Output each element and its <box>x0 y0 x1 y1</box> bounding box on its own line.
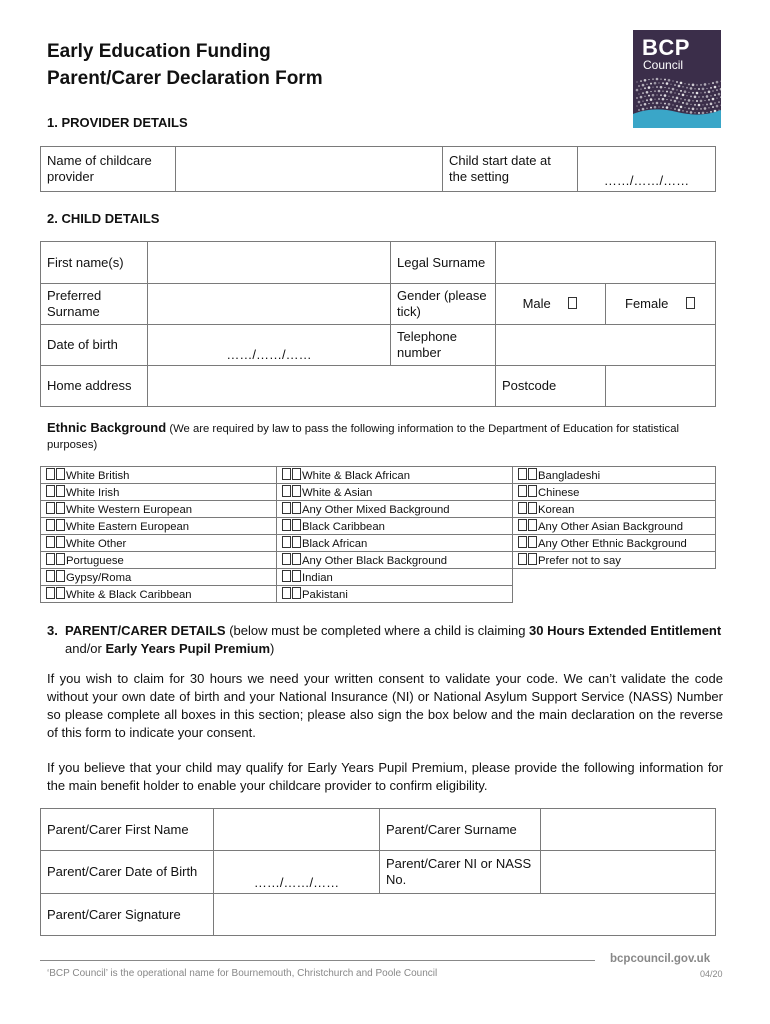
parent-section-number: 3. <box>47 623 58 638</box>
ethnic-checkbox-alt <box>56 519 65 531</box>
parent-first-name-label: Parent/Carer First Name <box>41 809 214 851</box>
ethnic-option[interactable] <box>277 501 513 518</box>
ethnic-checkbox-alt <box>56 553 65 565</box>
ethnic-checkbox[interactable] <box>282 502 291 514</box>
ethnic-option[interactable] <box>513 501 716 518</box>
ethnic-option-label: Any Other Mixed Background <box>302 503 450 516</box>
ethnic-empty-cell <box>513 586 716 603</box>
parent-surname-field[interactable] <box>541 809 716 851</box>
ethnic-option-label: Any Other Asian Background <box>538 520 684 533</box>
ethnic-checkbox[interactable] <box>46 519 55 531</box>
preferred-surname-field[interactable] <box>148 284 391 325</box>
dob-label: Date of birth <box>41 325 148 366</box>
parent-heading-and: and/or <box>65 641 106 656</box>
parent-details-table <box>40 808 716 936</box>
ethnic-option-label: White Irish <box>66 486 120 499</box>
ethnic-checkbox-alt <box>528 519 537 531</box>
child-details-table <box>40 241 716 407</box>
footer-note: ‘BCP Council’ is the operational name for Bournemouth, Christchurch and Poole Council <box>47 968 438 979</box>
ethnic-option-label: Korean <box>538 503 575 516</box>
ethnic-option-label: Chinese <box>538 486 580 499</box>
ethnic-option-label: Prefer not to say <box>538 554 621 567</box>
gender-male-option[interactable] <box>496 284 606 325</box>
ethnic-option-label: Any Other Ethnic Background <box>538 537 687 550</box>
ethnic-option[interactable] <box>513 518 716 535</box>
ethnic-checkbox-alt <box>292 468 301 480</box>
ethnic-option[interactable] <box>277 569 513 586</box>
parent-dob-label: Parent/Carer Date of Birth <box>41 851 214 894</box>
ethnic-checkbox-alt <box>292 502 301 514</box>
ethnic-checkbox-alt <box>528 553 537 565</box>
ethnic-option[interactable] <box>41 484 277 501</box>
parent-heading-eypp: Early Years Pupil Premium <box>105 641 270 656</box>
ethnic-checkbox-alt <box>528 536 537 548</box>
ethnic-row <box>41 535 716 552</box>
ethnic-options-table <box>40 466 716 603</box>
ethnic-option[interactable] <box>41 569 277 586</box>
dob-field[interactable]: ……/……/…… <box>148 325 391 366</box>
ethnic-option-label: White & Asian <box>302 486 373 499</box>
gender-label: Gender (please tick) <box>391 284 496 325</box>
ethnic-checkbox[interactable] <box>518 485 527 497</box>
ethnic-option-label: White British <box>66 469 130 482</box>
ethnic-option-label: White Eastern European <box>66 520 190 533</box>
parent-dob-field[interactable]: ……/……/…… <box>214 851 380 894</box>
title-line-2: Parent/Carer Declaration Form <box>47 68 323 89</box>
provider-name-field[interactable] <box>176 147 443 192</box>
parent-heading-end: ) <box>270 641 275 656</box>
ethnic-option[interactable] <box>277 535 513 552</box>
ethnic-row <box>41 484 716 501</box>
ethnic-checkbox-alt <box>528 468 537 480</box>
footer-code: 04/20 <box>700 969 723 979</box>
male-checkbox[interactable] <box>568 297 577 309</box>
parent-ni-label: Parent/Carer NI or NASS No. <box>380 851 541 894</box>
ethnic-checkbox[interactable] <box>282 553 291 565</box>
parent-heading-mid: (below must be completed where a child is claiming <box>225 623 530 638</box>
ethnic-empty-cell <box>513 569 716 586</box>
ethnic-checkbox[interactable] <box>46 570 55 582</box>
ethnic-option[interactable] <box>41 467 277 484</box>
ethnic-row <box>41 518 716 535</box>
ethnic-checkbox-alt <box>56 570 65 582</box>
ethnic-option[interactable] <box>513 484 716 501</box>
ethnic-checkbox-alt <box>56 468 65 480</box>
ethnic-option-label: Black Caribbean <box>302 520 385 533</box>
first-name-label: First name(s) <box>41 242 148 284</box>
ethnic-row <box>41 552 716 569</box>
first-name-field[interactable] <box>148 242 391 284</box>
ethnic-checkbox[interactable] <box>282 570 291 582</box>
ethnic-row <box>41 569 716 586</box>
telephone-label: Telephone number <box>391 325 496 366</box>
start-date-field[interactable]: ……/……/…… <box>578 147 716 192</box>
home-address-label: Home address <box>41 366 148 407</box>
legal-surname-field[interactable] <box>496 242 716 284</box>
ethnic-option-label: Bangladeshi <box>538 469 601 482</box>
ethnic-option-label: Indian <box>302 571 333 584</box>
ethnic-checkbox-alt <box>292 536 301 548</box>
ethnic-checkbox[interactable] <box>46 502 55 514</box>
ethnic-checkbox[interactable] <box>282 536 291 548</box>
ethnic-option[interactable] <box>277 586 513 603</box>
bcp-council-logo <box>633 30 721 128</box>
provider-name-label: Name of childcare provider <box>41 147 176 192</box>
child-section-heading: 2. CHILD DETAILS <box>47 211 160 226</box>
postcode-label: Postcode <box>496 366 606 407</box>
ethnic-checkbox[interactable] <box>282 519 291 531</box>
ethnic-checkbox-alt <box>292 553 301 565</box>
ethnic-option-label: Portuguese <box>66 554 124 567</box>
parent-first-name-field[interactable] <box>214 809 380 851</box>
ethnic-checkbox-alt <box>528 502 537 514</box>
provider-details-table <box>40 146 716 192</box>
ethnic-checkbox[interactable] <box>518 468 527 480</box>
logo-text-council: Council <box>643 58 684 72</box>
ethnic-checkbox-alt <box>528 485 537 497</box>
parent-surname-label: Parent/Carer Surname <box>380 809 541 851</box>
male-label: Male <box>522 296 551 311</box>
page-title <box>47 38 323 92</box>
postcode-field[interactable] <box>606 366 716 407</box>
ethnic-checkbox[interactable] <box>518 502 527 514</box>
parent-heading-bold: PARENT/CARER DETAILS <box>65 623 226 638</box>
ethnic-checkbox[interactable] <box>518 553 527 565</box>
ethnic-option-label: White & Black African <box>302 469 410 482</box>
ethnic-option[interactable] <box>41 535 277 552</box>
ethnic-option[interactable] <box>513 535 716 552</box>
parent-signature-label: Parent/Carer Signature <box>41 894 214 936</box>
female-label: Female <box>625 296 669 311</box>
ethnic-option[interactable] <box>277 467 513 484</box>
ethnic-checkbox-alt <box>56 502 65 514</box>
provider-section-heading: 1. PROVIDER DETAILS <box>47 115 188 130</box>
ethnic-checkbox-alt <box>292 570 301 582</box>
home-address-field[interactable] <box>148 366 496 407</box>
ethnic-option-label: Pakistani <box>302 588 348 601</box>
parent-signature-field[interactable] <box>214 894 716 936</box>
ethnic-checkbox[interactable] <box>282 468 291 480</box>
ethnic-intro <box>47 420 723 453</box>
ethnic-note: (We are required by law to pass the following information to the Department of Education for statistical purposes) <box>47 423 679 451</box>
ethnic-checkbox[interactable] <box>46 468 55 480</box>
legal-surname-label: Legal Surname <box>391 242 496 284</box>
ethnic-checkbox[interactable] <box>46 485 55 497</box>
parent-heading-30hours: 30 Hours Extended Entitlement <box>529 623 722 638</box>
ethnic-row <box>41 467 716 484</box>
ethnic-option-label: Gypsy/Roma <box>66 571 132 584</box>
start-date-label: Child start date at the setting <box>443 147 578 192</box>
ethnic-option[interactable] <box>513 467 716 484</box>
ethnic-checkbox[interactable] <box>46 587 55 599</box>
footer-divider <box>40 960 595 961</box>
ethnic-option-label: White Other <box>66 537 127 550</box>
ethnic-checkbox-alt <box>292 519 301 531</box>
eypp-paragraph: If you believe that your child may qualify for Early Years Pupil Premium, please provide the following information for the main benefit holder to enable your childcare provider to confirm eligibility. <box>47 760 723 793</box>
ethnic-row <box>41 586 716 603</box>
ethnic-option-label: White & Black Caribbean <box>66 588 192 601</box>
parent-ni-field[interactable] <box>541 851 716 894</box>
ethnic-option[interactable] <box>41 552 277 569</box>
ethnic-checkbox[interactable] <box>46 553 55 565</box>
gender-female-option[interactable] <box>606 284 716 325</box>
consent-paragraph: If you wish to claim for 30 hours we need your written consent to validate your code. We can’t validate the code without your own date of birth and your National Insurance (NI) or National Asylum Support Service (NASS) Number so please complete all boxes in this section; please also sign the box below and the main declaration on the reverse of this form to indicate your consent. <box>47 671 723 740</box>
ethnic-checkbox[interactable] <box>518 536 527 548</box>
ethnic-option[interactable] <box>277 518 513 535</box>
ethnic-option-label: Any Other Black Background <box>302 554 448 567</box>
ethnic-option[interactable] <box>277 552 513 569</box>
ethnic-option-label: Black African <box>302 537 368 550</box>
ethnic-option[interactable] <box>513 552 716 569</box>
female-checkbox[interactable] <box>686 297 695 309</box>
preferred-surname-label: Preferred Surname <box>41 284 148 325</box>
footer-url[interactable]: bcpcouncil.gov.uk <box>610 953 711 965</box>
ethnic-option[interactable] <box>277 484 513 501</box>
ethnic-checkbox-alt <box>292 485 301 497</box>
ethnic-checkbox[interactable] <box>46 536 55 548</box>
ethnic-title: Ethnic Background <box>47 420 167 435</box>
ethnic-option-label: White Western European <box>66 503 193 516</box>
ethnic-option[interactable] <box>41 501 277 518</box>
ethnic-option[interactable] <box>41 518 277 535</box>
logo-text-bcp: BCP <box>642 35 690 60</box>
ethnic-checkbox-alt <box>56 536 65 548</box>
title-line-1: Early Education Funding <box>47 41 271 62</box>
ethnic-checkbox[interactable] <box>282 485 291 497</box>
parent-section-heading <box>47 622 723 658</box>
ethnic-checkbox[interactable] <box>518 519 527 531</box>
ethnic-option[interactable] <box>41 586 277 603</box>
ethnic-checkbox-alt <box>56 485 65 497</box>
ethnic-checkbox-alt <box>292 587 301 599</box>
ethnic-checkbox[interactable] <box>282 587 291 599</box>
telephone-field[interactable] <box>496 325 716 366</box>
ethnic-checkbox-alt <box>56 587 65 599</box>
ethnic-row <box>41 501 716 518</box>
